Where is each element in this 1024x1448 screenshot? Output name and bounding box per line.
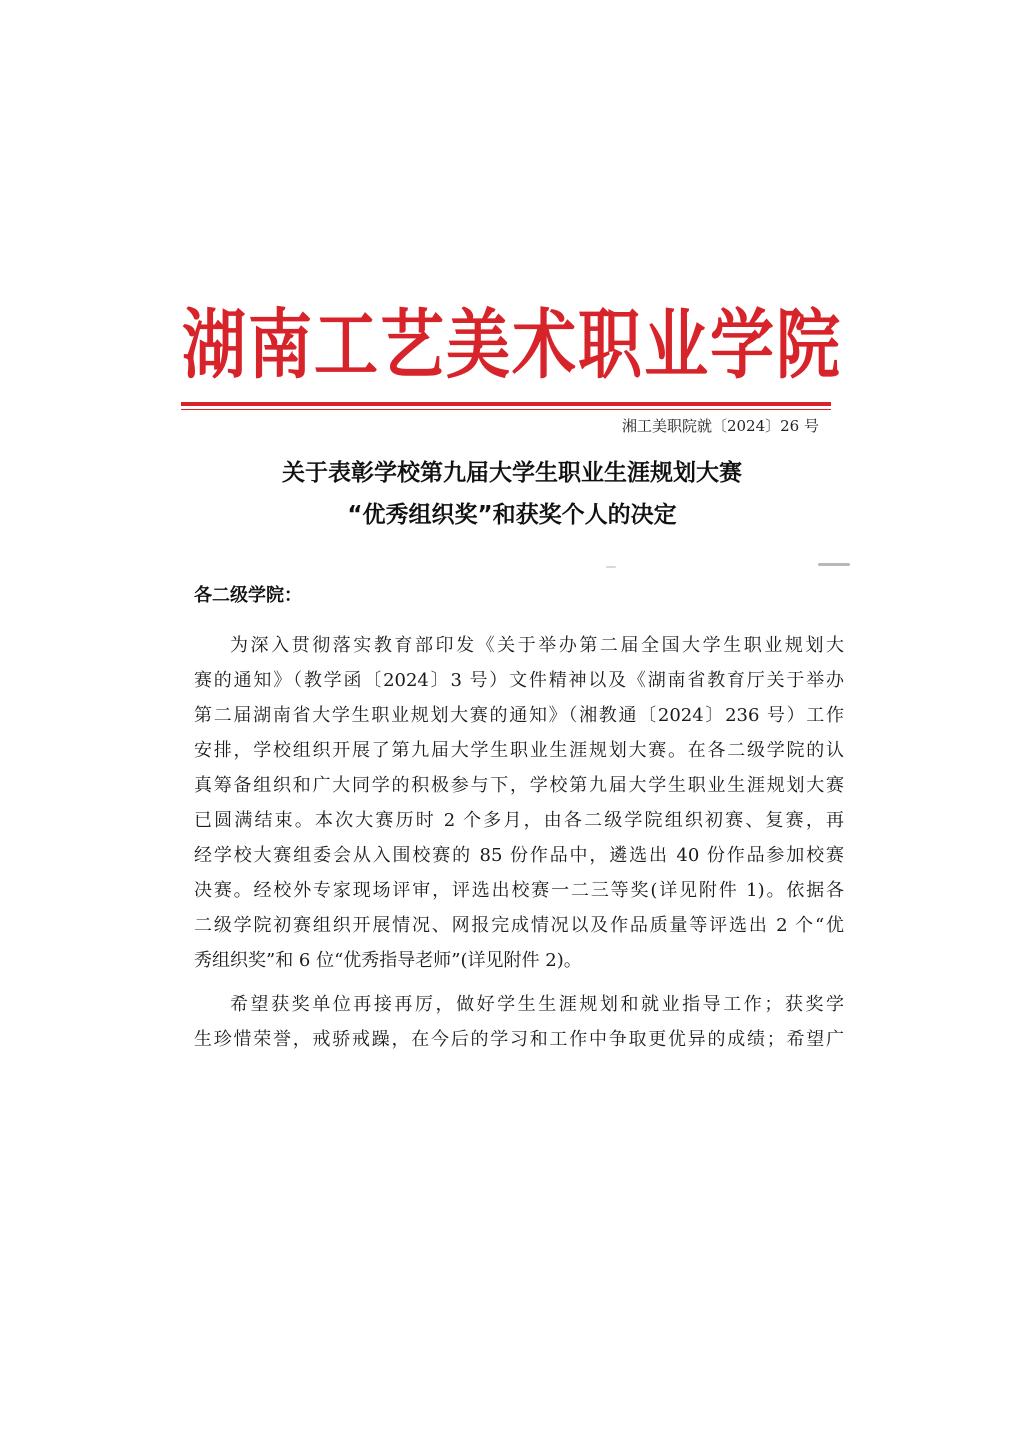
text-line: 赛的通知》（教学函〔2024〕3 号）文件精神以及《湖南省教育厅关于举办: [194, 670, 844, 691]
text-line: 决赛。经校外专家现场评审，评选出校赛一二三等奖(详见附件 1)。依据各: [194, 880, 844, 901]
title-line-1: 关于表彰学校第九届大学生职业生涯规划大赛: [282, 460, 742, 486]
text-line: 安排，学校组织开展了第九届大学生职业生涯规划大赛。在各二级学院的认: [194, 740, 844, 761]
text-line: 第二届湖南省大学生职业规划大赛的通知》（湘教通〔2024〕236 号）工作: [194, 705, 844, 726]
document-number: 湘工美职院就〔2024〕26 号: [621, 417, 819, 435]
text-line: 二级学院初赛组织开展情况、网报完成情况以及作品质量等评选出 2 个“优: [194, 915, 844, 936]
scan-mark: [818, 563, 850, 566]
salutation: 各二级学院：: [194, 585, 302, 606]
paragraph-2: [194, 987, 844, 1057]
title-line-2: “优秀组织奖”和获奖个人的决定: [347, 502, 677, 528]
header-red-rule-thin: [181, 409, 831, 410]
text-line: 为深入贯彻落实教育部印发《关于举办第二届全国大学生职业规划大: [230, 635, 844, 656]
scan-mark: [606, 566, 616, 568]
header-red-rule: [181, 402, 831, 406]
text-line: 希望获奖单位再接再厉，做好学生生涯规划和就业指导工作；获奖学: [230, 994, 844, 1015]
paragraph-1: [194, 628, 844, 978]
text-line: 秀组织奖”和 6 位“优秀指导老师”(详见附件 2)。: [194, 950, 582, 971]
body-text: [194, 628, 844, 1066]
text-line: 生珍惜荣誉，戒骄戒躁，在今后的学习和工作中争取更优异的成绩；希望广: [194, 1029, 844, 1050]
institution-header: 湖南工艺美术职业学院: [182, 302, 842, 390]
text-line: 真筹备组织和广大同学的积极参与下，学校第九届大学生职业生涯规划大赛: [194, 775, 844, 796]
document-title: [180, 452, 844, 536]
text-line: 已圆满结束。本次大赛历时 2 个多月，由各二级学院组织初赛、复赛，再: [194, 810, 844, 831]
text-line: 经学校大赛组委会从入围校赛的 85 份作品中，遴选出 40 份作品参加校赛: [194, 845, 844, 866]
